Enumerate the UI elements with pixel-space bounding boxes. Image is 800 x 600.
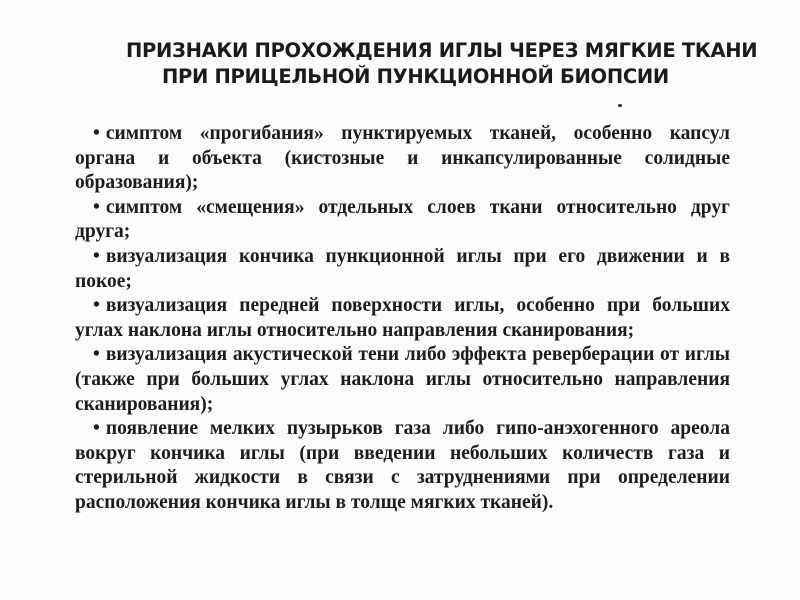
bullet-icon: • xyxy=(93,295,100,317)
title-line-1: ПРИЗНАКИ ПРОХОЖДЕНИЯ ИГЛЫ ЧЕРЕЗ МЯГКИЕ ТКАНИ xyxy=(126,39,758,62)
title-line-2: ПРИ ПРИЦЕЛЬНОЙ ПУНКЦИОННОЙ БИОПСИИ xyxy=(162,65,669,88)
document-title xyxy=(110,38,758,90)
scan-speck xyxy=(618,104,622,107)
list-item-1 xyxy=(75,122,730,196)
list-item-text: визуализация кончика пункционной иглы при его движении и в покое; xyxy=(75,245,730,292)
bullet-icon: • xyxy=(93,344,100,366)
bullet-icon: • xyxy=(93,418,100,440)
bullet-icon: • xyxy=(93,245,100,267)
list-item-3 xyxy=(75,245,730,294)
list-item-5 xyxy=(75,343,730,417)
list-item-text: симптом «прогибания» пунктируемых тканей, особенно капсул органа и объекта (кистозные и инкапсулированные солидные образования); xyxy=(75,123,730,194)
list-item-4 xyxy=(75,294,730,343)
list-item-text: появление мелких пузырьков газа либо гипо-анэхогенного ареола вокруг кончика иглы (при введении небольших количеств газа и стерильной жидкости в связи с затруднениями при определении расположения кончика иглы в толще мягких тканей). xyxy=(75,418,730,513)
list-item-text: визуализация передней поверхности иглы, особенно при больших углах наклона иглы относительно направления сканирования; xyxy=(75,295,730,341)
list-item-6 xyxy=(75,417,730,515)
list-item-2 xyxy=(75,196,730,245)
bullet-list xyxy=(75,122,730,516)
list-item-text: визуализация акустической тени либо эффекта реверберации от иглы (также при больших углах наклона иглы относительно направления сканирования); xyxy=(75,344,730,415)
list-item-text: симптом «смещения» отдельных слоев ткани относительно друг друга; xyxy=(75,196,730,243)
bullet-icon: • xyxy=(93,196,100,218)
bullet-icon: • xyxy=(93,123,100,144)
